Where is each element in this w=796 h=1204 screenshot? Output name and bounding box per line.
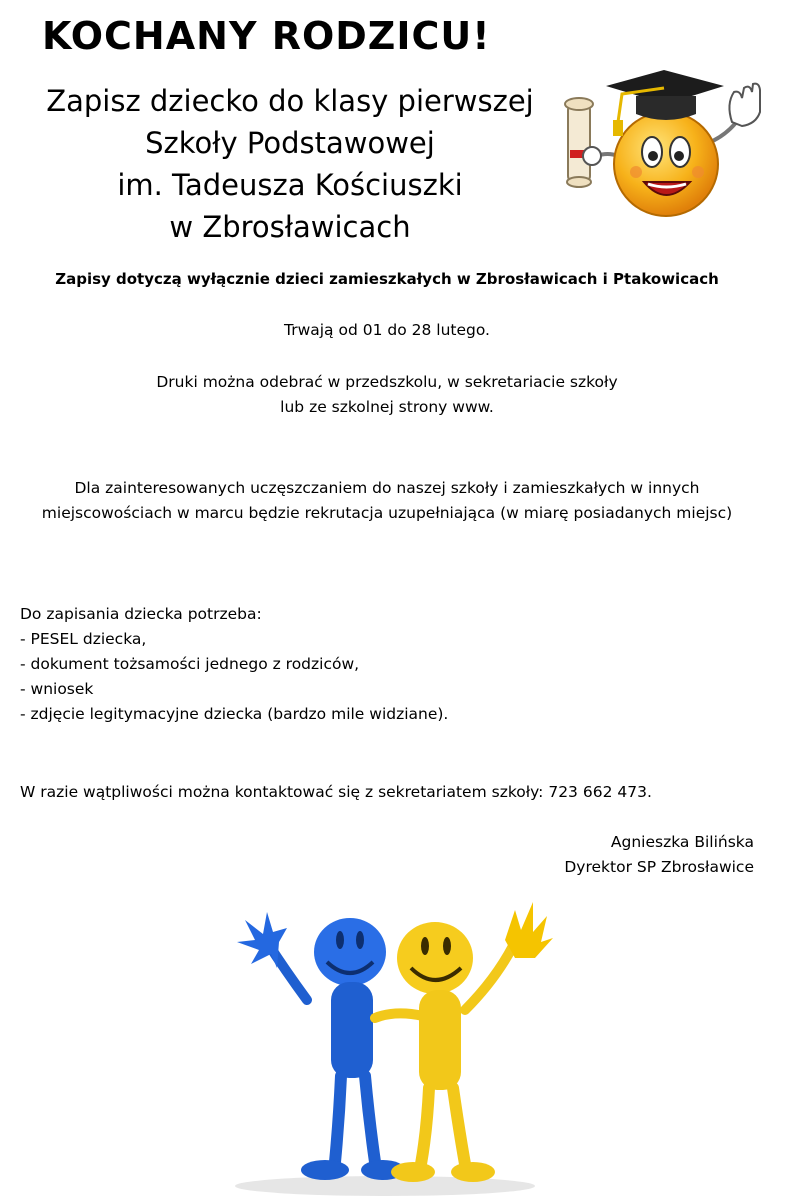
list-item: - dokument tożsamości jednego z rodziców,: [20, 655, 360, 673]
subtitle-line: w Zbrosławicach: [169, 210, 411, 244]
forms-info-line: lub ze szkolnej strony www.: [280, 398, 494, 416]
two-smiley-figures-icon: [215, 880, 560, 1200]
list-item: - wniosek: [20, 680, 94, 698]
subtitle-line: im. Tadeusza Kościuszki: [117, 168, 463, 202]
supplementary-recruitment: Dla zainteresowanych uczęszczaniem do naszej szkoły i zamieszkałych w innych miejscowościach w marcu będzie rekrutacja uzupełniająca (w miarę posiadanych miejsc): [41, 479, 733, 522]
forms-info-line: Druki można odebrać w przedszkolu, w sekretariacie szkoły: [156, 373, 618, 391]
requirements-list: [20, 602, 448, 727]
signature-name: Agnieszka Bilińska: [610, 833, 754, 851]
intro-notice: Zapisy dotyczą wyłącznie dzieci zamieszkałych w Zbrosławicach i Ptakowicach: [55, 270, 719, 288]
subtitle-line: Szkoły Podstawowej: [145, 126, 435, 160]
subtitle-line: Zapisz dziecko do klasy pierwszej: [46, 84, 534, 118]
signature: [564, 830, 754, 880]
signature-role: Dyrektor SP Zbrosławice: [564, 858, 754, 876]
contact-info: W razie wątpliwości można kontaktować się z sekretariatem szkoły: 723 662 473.: [20, 783, 652, 801]
subtitle: [0, 80, 580, 248]
page-title: KOCHANY RODZICU!: [42, 14, 491, 58]
forms-info: [0, 370, 774, 420]
list-item: - zdjęcie legitymacyjne dziecka (bardzo mile widziane).: [20, 705, 449, 723]
registration-dates: Trwają od 01 do 28 lutego.: [284, 321, 490, 339]
diploma-icon: [565, 98, 593, 187]
requirements-heading: Do zapisania dziecka potrzeba:: [20, 605, 262, 623]
list-item: - PESEL dziecka,: [20, 630, 147, 648]
graduation-smiley-icon: [556, 64, 766, 234]
